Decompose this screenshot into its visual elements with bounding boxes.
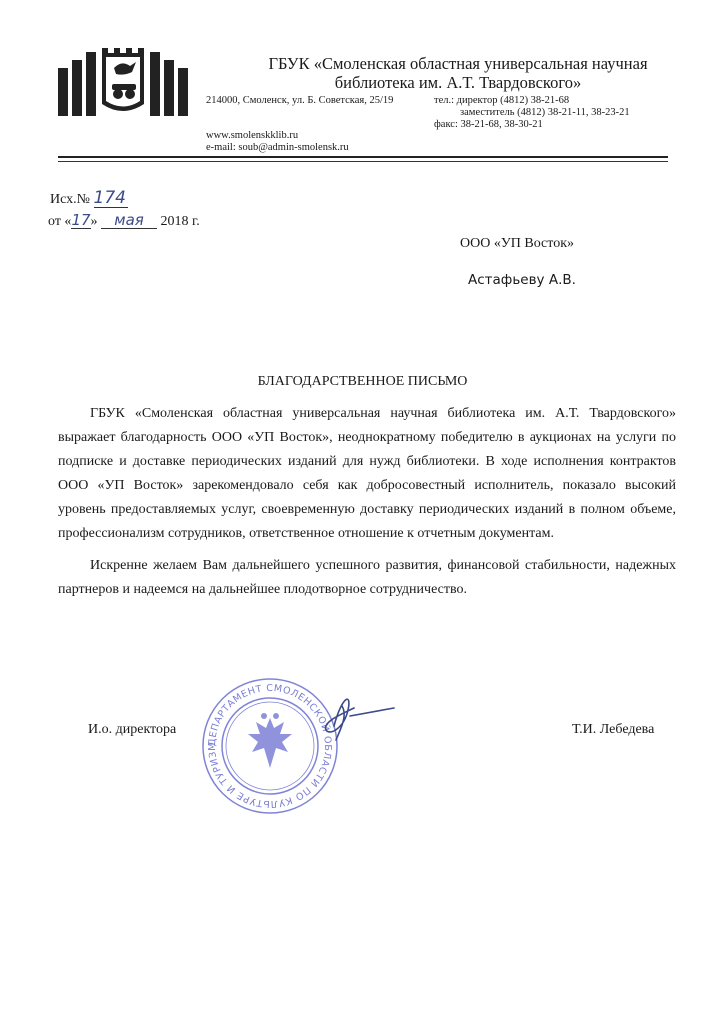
library-logo: [58, 44, 188, 118]
date-month: мая: [101, 213, 157, 229]
address: 214000, Смоленск, ул. Б. Советская, 25/19: [206, 95, 394, 106]
stamp-text: ДЕПАРТАМЕНТ СМОЛЕНСКОЙ ОБЛАСТИ ПО КУЛЬТУРЕ И ТУРИЗМ: [206, 682, 334, 810]
outgoing-number: [50, 188, 128, 212]
outgoing-date: [48, 210, 200, 234]
signatory-name: Т.И. Лебедева: [572, 722, 655, 737]
website: www.smolenskklib.ru: [206, 130, 299, 141]
outgoing-number-value: 174: [93, 188, 126, 208]
header-divider: [58, 156, 668, 158]
phone-deputy: заместитель (4812) 38-21-11, 38-23-21: [460, 107, 630, 118]
letter-paragraph-1: ГБУК «Смоленская областная универсальная научная библиотека им. А.Т. Твардовского» выражает благодарность ООО «УП Восток», неоднократному победителю в аукционах на услуги по подписке и доставке периодических изданий для нужд библиотеки. В ходе исполнения контрактов ООО «УП Восток» зарекомендовало себя как добросовестный исполнитель, показало высокий уровень предоставляемых услуг, своевременную доставку периодических изданий в полном объеме, профессионализм сотрудников, ответственное отношение к отчетным документам.: [58, 406, 676, 541]
recipient-org: ООО «УП Восток»: [460, 236, 574, 251]
handwritten-signature: [290, 686, 400, 746]
date-day: 17: [71, 211, 91, 229]
organization-name-line1: ГБУК «Смоленская областная универсальная научная: [268, 54, 648, 73]
signatory-position: И.о. директора: [88, 722, 177, 737]
date-year: 2018 г.: [160, 214, 200, 229]
recipient-name: Астафьеву А.В.: [468, 272, 576, 288]
email: e-mail: soub@admin-smolensk.ru: [206, 142, 349, 153]
letter-body: [58, 402, 676, 602]
outgoing-number-label: Исх.№: [50, 192, 90, 207]
date-mid: »: [90, 214, 98, 229]
letter-title: БЛАГОДАРСТВЕННОЕ ПИСЬМО: [257, 374, 468, 389]
date-prefix: от «: [48, 214, 72, 229]
phone-director: тел.: директор (4812) 38-21-68: [434, 95, 570, 106]
fax: факс: 38-21-68, 38-30-21: [434, 119, 543, 130]
organization-name-line2: библиотека им. А.Т. Твардовского»: [334, 73, 582, 92]
letter-paragraph-2: Искренне желаем Вам дальнейшего успешного развития, финансовой стабильности, надежных партнеров и надеемся на дальнейшее плодотворное сотрудничество.: [58, 558, 676, 597]
header-divider-thin: [58, 161, 668, 162]
organization-name: [248, 54, 668, 92]
